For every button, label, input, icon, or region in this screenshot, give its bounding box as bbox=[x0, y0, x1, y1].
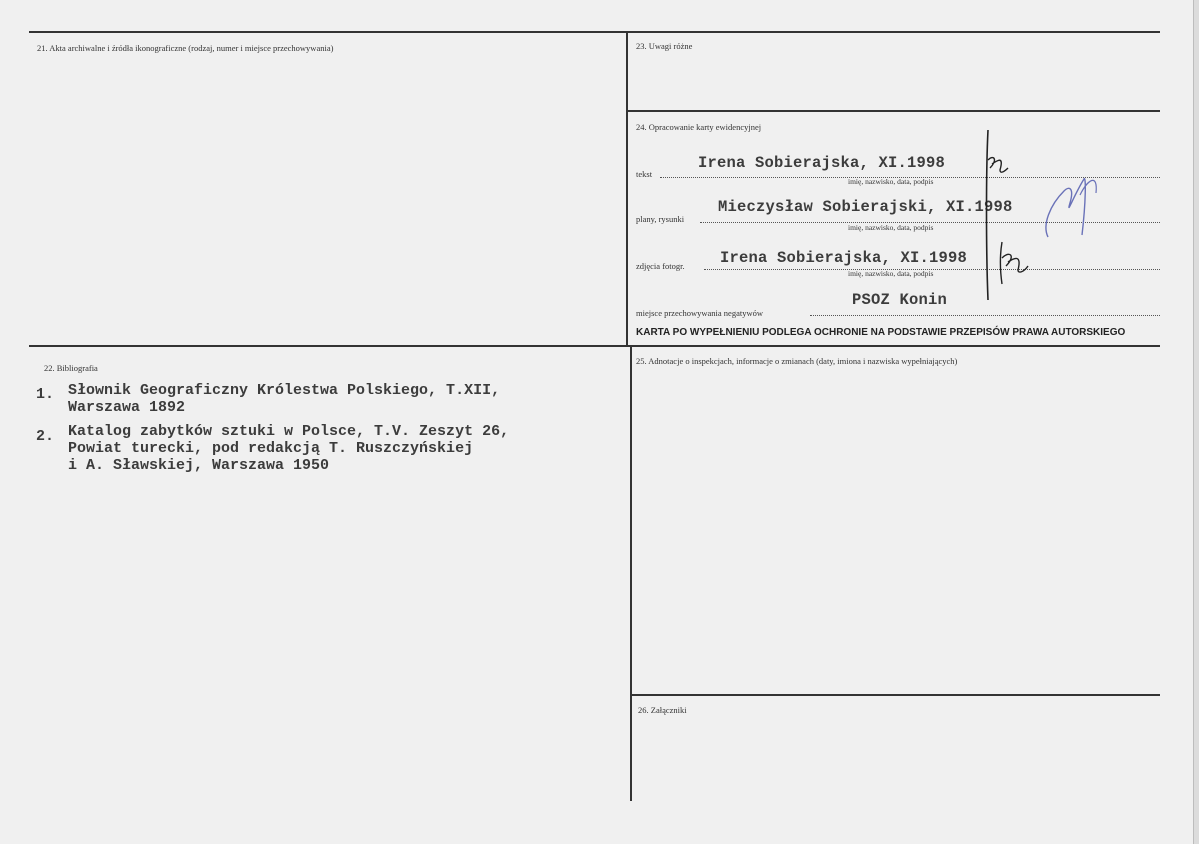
bibliography-item-1-number: 1. bbox=[36, 386, 55, 403]
tekst-label: tekst bbox=[636, 169, 653, 179]
signature-zdjecia bbox=[996, 240, 1046, 300]
section-22-label: 22. Bibliografia bbox=[44, 363, 98, 373]
middle-divider bbox=[29, 345, 1160, 347]
section-21-label: 21. Akta archiwalne i źródła ikonograficzne (rodzaj, numer i miejsce przechowywania) bbox=[37, 43, 334, 53]
top-border bbox=[29, 31, 1160, 33]
section-23-bottom bbox=[626, 110, 1160, 112]
signature-plany bbox=[1040, 165, 1120, 255]
section-25-bottom bbox=[630, 694, 1160, 696]
bibliography-item-2-number: 2. bbox=[36, 428, 55, 445]
tekst-value: Irena Sobierajska, XI.1998 bbox=[698, 154, 946, 172]
miejsce-label: miejsce przechowywania negatywów bbox=[636, 308, 763, 318]
plany-caption: imię, nazwisko, data, podpis bbox=[848, 223, 934, 232]
zdjecia-value: Irena Sobierajska, XI.1998 bbox=[720, 249, 968, 267]
section-23-label: 23. Uwagi różne bbox=[636, 41, 693, 51]
zdjecia-label: zdjęcia fotogr. bbox=[636, 261, 685, 271]
section-25-label: 25. Adnotacje o inspekcjach, informacje o zmianach (daty, imiona i nazwiska wypełniających) bbox=[636, 356, 958, 366]
copyright-notice: KARTA PO WYPEŁNIENIU PODLEGA OCHRONIE NA PODSTAWIE PRZEPISÓW PRAWA AUTORSKIEGO bbox=[636, 327, 1126, 338]
tekst-caption: imię, nazwisko, data, podpis bbox=[848, 177, 934, 186]
page-edge bbox=[1193, 0, 1199, 844]
zdjecia-caption: imię, nazwisko, data, podpis bbox=[848, 269, 934, 278]
bibliography-item-1: Słownik Geograficzny Królestwa Polskiego, T.XII, Warszawa 1892 bbox=[68, 382, 501, 416]
center-divider bbox=[626, 31, 628, 345]
bibliography-item-2: Katalog zabytków sztuki w Polsce, T.V. Zeszyt 26, Powiat turecki, pod redakcją T. Ruszczyńskiej i A. Sławskiej, Warszawa 1950 bbox=[68, 423, 510, 474]
section-24-label: 24. Opracowanie karty ewidencyjnej bbox=[636, 122, 762, 132]
miejsce-value: PSOZ Konin bbox=[852, 291, 948, 309]
plany-label: plany, rysunki bbox=[636, 214, 685, 224]
plany-value: Mieczysław Sobierajski, XI.1998 bbox=[718, 198, 1013, 216]
miejsce-dotted-line bbox=[810, 315, 1160, 316]
section-26-label: 26. Załączniki bbox=[638, 705, 687, 715]
center-divider-lower bbox=[630, 345, 632, 801]
